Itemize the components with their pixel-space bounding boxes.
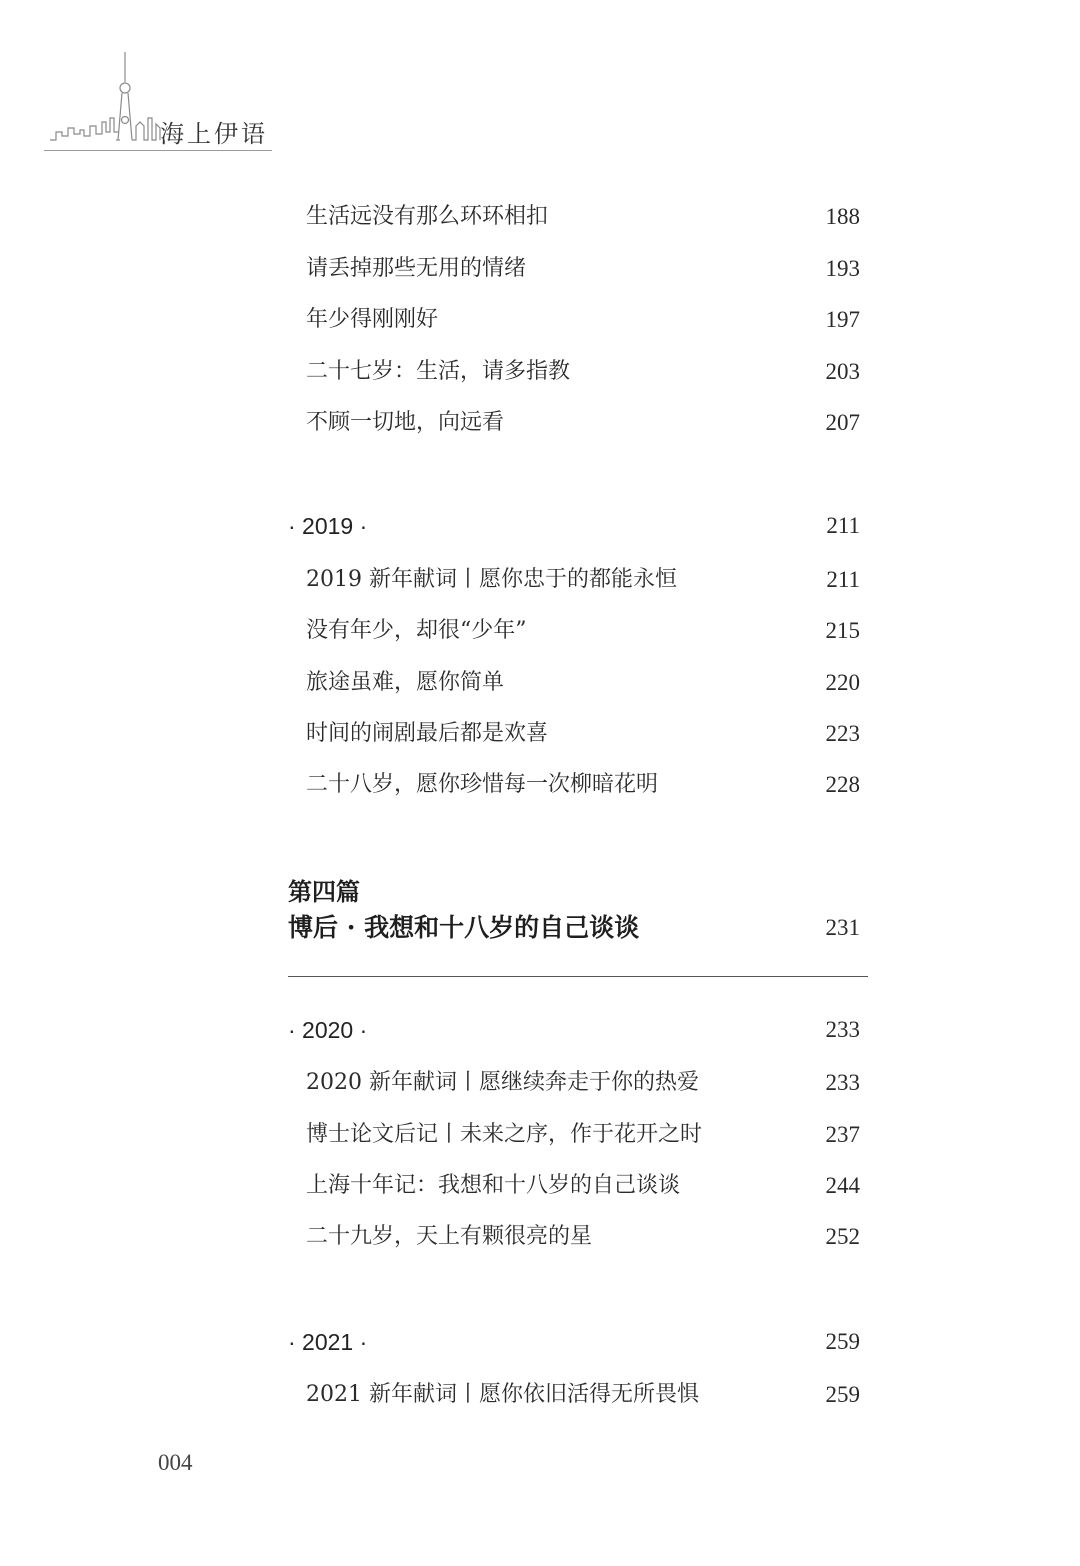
header-divider xyxy=(44,150,272,151)
year-label: · 2020 · xyxy=(288,1017,368,1043)
toc-entry-title: 二十九岁，天上有颗很亮的星 xyxy=(306,1224,593,1249)
toc-entry xyxy=(306,252,860,286)
year-heading-2019 xyxy=(288,509,860,543)
toc-entry-page: 259 xyxy=(825,1382,860,1407)
year-label: · 2019 · xyxy=(288,513,368,539)
toc-entry-title: 2019 新年献词丨愿你忠于的都能永恒 xyxy=(306,567,677,592)
toc-entry-title: 博士论文后记丨未来之序，作于花开之时 xyxy=(306,1122,703,1147)
toc-entry-title: 二十八岁，愿你珍惜每一次柳暗花明 xyxy=(306,772,659,797)
toc-entry xyxy=(306,1378,860,1412)
part-label: 第四篇 xyxy=(288,877,360,906)
toc-entry-page: 252 xyxy=(825,1224,860,1249)
toc-entry-page: 207 xyxy=(825,410,860,435)
toc-entry-title: 2020 新年献词丨愿继续奔走于你的热爱 xyxy=(306,1070,699,1095)
toc-entry-page: 223 xyxy=(825,721,860,746)
toc-entry-page: 215 xyxy=(825,618,860,643)
toc-entry-title: 旅途虽难，愿你简单 xyxy=(306,670,505,695)
toc-entry xyxy=(306,768,860,802)
toc-entry-title: 二十七岁：生活，请多指教 xyxy=(306,359,571,384)
toc-entry-title: 不顾一切地，向远看 xyxy=(306,410,505,435)
year-label: · 2021 · xyxy=(288,1329,368,1355)
toc-entry-page: 220 xyxy=(825,670,860,695)
toc-entry-page: 193 xyxy=(825,256,860,281)
toc-entry xyxy=(306,406,860,440)
toc-entry-title: 没有年少，却很“少年” xyxy=(306,618,527,643)
toc-entry-page: 244 xyxy=(825,1173,860,1198)
toc-entry-title: 年少得刚刚好 xyxy=(306,307,439,332)
toc-entry-title: 上海十年记：我想和十八岁的自己谈谈 xyxy=(306,1173,681,1198)
toc-entry-title: 生活远没有那么环环相扣 xyxy=(306,204,549,229)
toc-entry xyxy=(306,717,860,751)
toc-entry xyxy=(306,1220,860,1254)
toc-entry-page: 197 xyxy=(825,307,860,332)
year-page: 211 xyxy=(826,513,860,538)
toc-entry-page: 188 xyxy=(825,204,860,229)
part-divider xyxy=(288,976,868,977)
toc-entry xyxy=(306,1066,860,1100)
toc-entry xyxy=(306,1169,860,1203)
part-heading xyxy=(288,910,860,946)
toc-entry xyxy=(306,303,860,337)
year-heading-2021 xyxy=(288,1325,860,1359)
toc-entry xyxy=(306,200,860,234)
year-page: 233 xyxy=(825,1017,860,1042)
part-title: 博后 · 我想和十八岁的自己谈谈 xyxy=(288,913,640,942)
running-header xyxy=(44,48,272,154)
toc-entry-page: 237 xyxy=(825,1122,860,1147)
toc-entry-page: 203 xyxy=(825,359,860,384)
toc-entry-page: 211 xyxy=(826,567,860,592)
page-number: 004 xyxy=(158,1450,193,1475)
toc-entry-page: 233 xyxy=(825,1070,860,1095)
toc-entry xyxy=(306,614,860,648)
part-page: 231 xyxy=(825,915,860,940)
toc-entry-title: 时间的闹剧最后都是欢喜 xyxy=(306,721,549,746)
toc-entry-title: 请丢掉那些无用的情绪 xyxy=(306,256,527,281)
toc-entry-title: 2021 新年献词丨愿你依旧活得无所畏惧 xyxy=(306,1382,699,1407)
toc-entry xyxy=(306,355,860,389)
header-title: 海上伊语 xyxy=(160,120,268,148)
toc-entry xyxy=(306,1118,860,1152)
year-heading-2020 xyxy=(288,1013,860,1047)
year-page: 259 xyxy=(825,1329,860,1354)
toc-entry xyxy=(306,563,860,597)
toc-entry-page: 228 xyxy=(825,772,860,797)
toc-entry xyxy=(306,666,860,700)
